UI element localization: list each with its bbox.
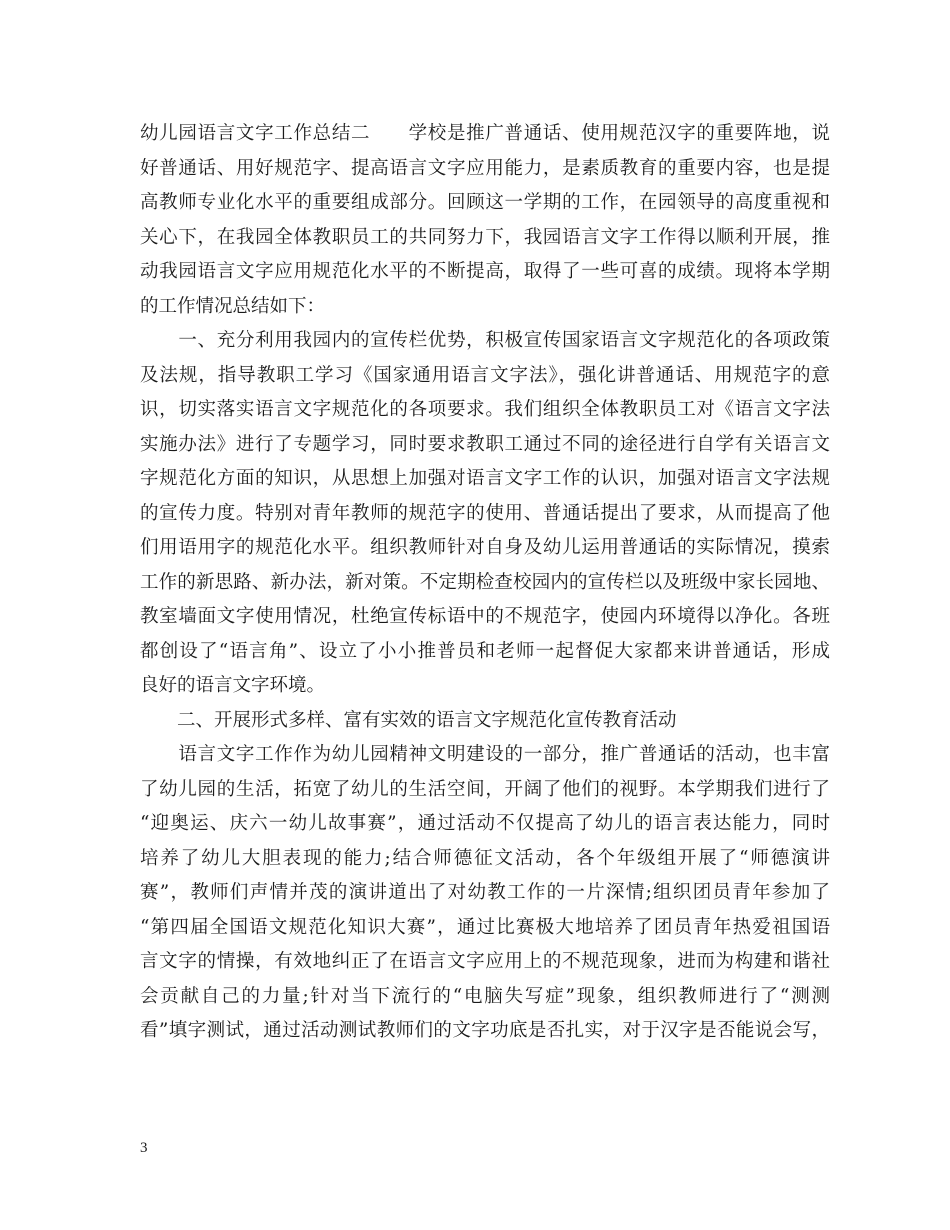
text-line: 赛”，教师们声情并茂的演讲道出了对幼教工作的一片深情;组织团员青年参加了 [140, 882, 830, 903]
text-line: 一、充分利用我园内的宣传栏优势，积极宣传国家语言文字规范化的各项政策 [140, 330, 830, 351]
text-line: 实施办法》进行了专题学习，同时要求教职工通过不同的途径进行自学有关语言文 [140, 433, 830, 455]
text-line: 良好的语言文字环境。 [140, 675, 326, 696]
text-line: “第四届全国语文规范化知识大赛”，通过比赛极大地培养了团员青年热爱祖国语 [140, 916, 830, 938]
text-line: 培养了幼儿大胆表现的能力;结合师德征文活动，各个年级组开展了“师德演讲 [140, 847, 830, 869]
text-line: 看”填字测试，通过活动测试教师们的文字功底是否扎实，对于汉字是否能说会写， [140, 1020, 830, 1041]
text-line: 语言文字工作作为幼儿园精神文明建设的一部分，推广普通话的活动，也丰富 [140, 744, 830, 765]
text-line: 及法规，指导教职工学习《国家通用语言文字法》，强化讲普通话、用规范字的意 [140, 364, 830, 386]
text-line: “迎奥运、庆六一幼儿故事赛”，通过活动不仅提高了幼儿的语言表达能力，同时 [140, 813, 830, 834]
text-line: 的工作情况总结如下： [140, 295, 326, 317]
text-line: 了幼儿园的生活，拓宽了幼儿的生活空间，开阔了他们的视野。本学期我们进行了 [140, 778, 830, 800]
text-line: 工作的新思路、新办法，新对策。不定期检查校园内的宣传栏以及班级中家长园地、 [140, 571, 830, 593]
text-line: 幼儿园语言文字工作总结二 学校是推广普通话、使用规范汉字的重要阵地，说 [140, 123, 830, 144]
text-line: 会贡献自己的力量;针对当下流行的“电脑失写症”现象，组织教师进行了“测测 [140, 985, 830, 1007]
text-line: 言文字的情操，有效地纠正了在语言文字应用上的不规范现象，进而为构建和谐社 [140, 951, 830, 972]
text-line: 动我园语言文字应用规范化水平的不断提高，取得了一些可喜的成绩。现将本学期 [140, 261, 830, 282]
text-line: 识，切实落实语言文字规范化的各项要求。我们组织全体教职员工对《语言文字法 [140, 399, 830, 420]
text-line: 教室墙面文字使用情况，杜绝宣传标语中的不规范字，使园内环境得以净化。各班 [140, 606, 830, 627]
text-line: 关心下，在我园全体教职员工的共同努力下，我园语言文字工作得以顺利开展，推 [140, 226, 830, 248]
text-line: 好普通话、用好规范字、提高语言文字应用能力，是素质教育的重要内容，也是提 [140, 157, 830, 179]
text-line: 都创设了“语言角”、设立了小小推普员和老师一起督促大家都来讲普通话，形成 [140, 640, 830, 662]
text-line: 二、开展形式多样、富有实效的语言文字规范化宣传教育活动 [140, 709, 677, 731]
text-line: 们用语用字的规范化水平。组织教师针对自身及幼儿运用普通话的实际情况，摸索 [140, 537, 830, 558]
page-number: 3 [140, 1140, 148, 1156]
document-body [140, 117, 830, 1049]
text-line: 字规范化方面的知识，从思想上加强对语言文字工作的认识，加强对语言文字法规 [140, 468, 830, 489]
text-line: 的宣传力度。特别对青年教师的规范字的使用、普通话提出了要求，从而提高了他 [140, 502, 830, 524]
text-line: 高教师专业化水平的重要组成部分。回顾这一学期的工作，在园领导的高度重视和 [140, 192, 830, 213]
